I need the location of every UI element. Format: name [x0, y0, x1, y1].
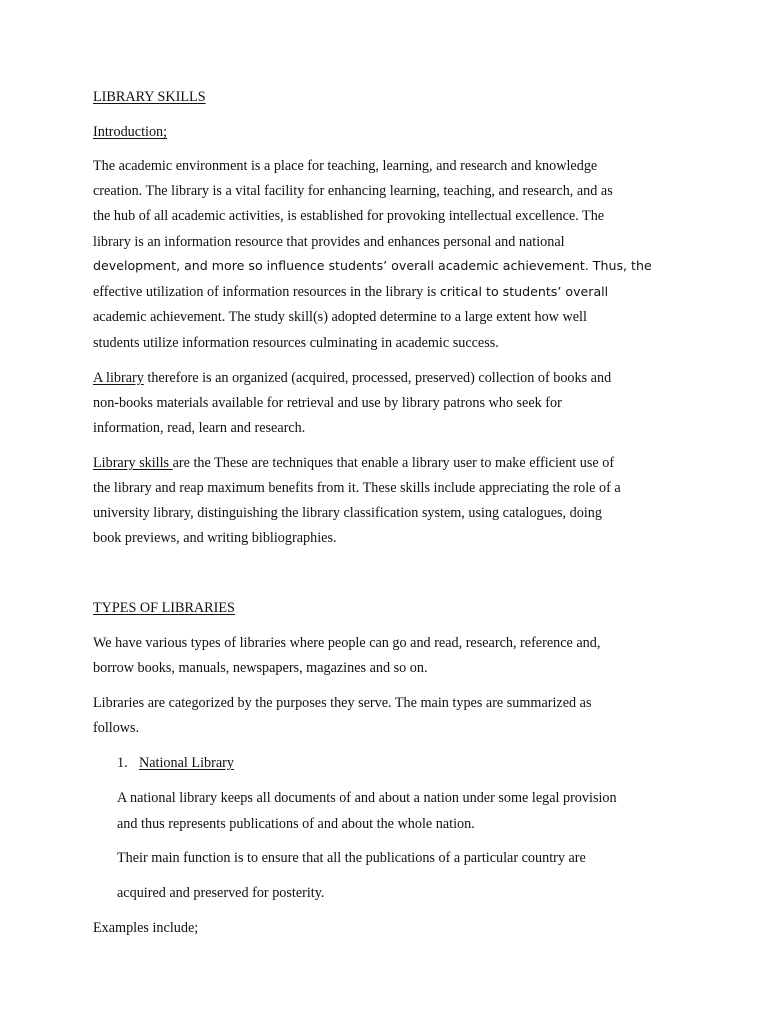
skills-term: Library skills [93, 455, 173, 471]
library-definition-line: information, read, learn and research. [93, 420, 306, 436]
intro-line: academic achievement. The study skill(s) adopted determine to a large extent how well [93, 309, 587, 325]
skills-definition-text: are the These are techniques that enable a library user to make efficient use of [172, 455, 615, 471]
list-item-national-library: National Library [139, 755, 234, 771]
types-summary-line: follows. [93, 720, 140, 736]
types-heading: TYPES OF LIBRARIES [93, 600, 235, 616]
skills-definition-line [93, 456, 614, 470]
document-title: LIBRARY SKILLS [93, 89, 206, 105]
intro-line: the hub of all academic activities, is established for provoking intellectual excellence. The [93, 208, 605, 224]
national-library-line: Their main function is to ensure that all the publications of a particular country are [117, 850, 586, 866]
national-library-line: A national library keeps all documents of and about a nation under some legal provision [117, 790, 617, 806]
skills-definition-line: university library, distinguishing the library classification system, using catalogues, doing [93, 505, 602, 521]
intro-line: The academic environment is a place for teaching, learning, and research and knowledge [93, 158, 598, 174]
list-item-number: 1. [117, 755, 128, 771]
skills-definition-line: the library and reap maximum benefits from it. These skills include appreciating the role of a [93, 480, 621, 496]
examples-label: Examples include; [93, 920, 199, 936]
library-term: A library [93, 370, 144, 386]
intro-heading: Introduction; [93, 124, 168, 140]
national-library-line: and thus represents publications of and about the whole nation. [117, 816, 475, 832]
intro-line: creation. The library is a vital facility for enhancing learning, teaching, and research, and as [93, 183, 613, 199]
intro-line: students utilize information resources culminating in academic success. [93, 335, 499, 351]
national-library-line: acquired and preserved for posterity. [117, 885, 325, 901]
library-definition-line [93, 371, 611, 385]
types-intro-line: We have various types of libraries where people can go and read, research, reference and, [93, 635, 601, 651]
library-definition-line: non-books materials available for retrieval and use by library patrons who seek for [93, 395, 562, 411]
types-intro-line: borrow books, manuals, newspapers, magazines and so on. [93, 660, 428, 676]
types-summary-line: Libraries are categorized by the purposes they serve. The main types are summarized as [93, 695, 592, 711]
intro-line-part: critical to students’ overall [439, 284, 609, 299]
library-definition-text: therefore is an organized (acquired, processed, preserved) collection of books and [143, 370, 612, 386]
intro-line-part: effective utilization of information resources in the library is [93, 284, 440, 300]
skills-definition-line: book previews, and writing bibliographies. [93, 530, 337, 546]
intro-line: development, and more so influence students’ overall academic achievement. Thus, the [93, 258, 652, 273]
intro-line: library is an information resource that provides and enhances personal and national [93, 234, 565, 250]
intro-line [93, 285, 608, 299]
